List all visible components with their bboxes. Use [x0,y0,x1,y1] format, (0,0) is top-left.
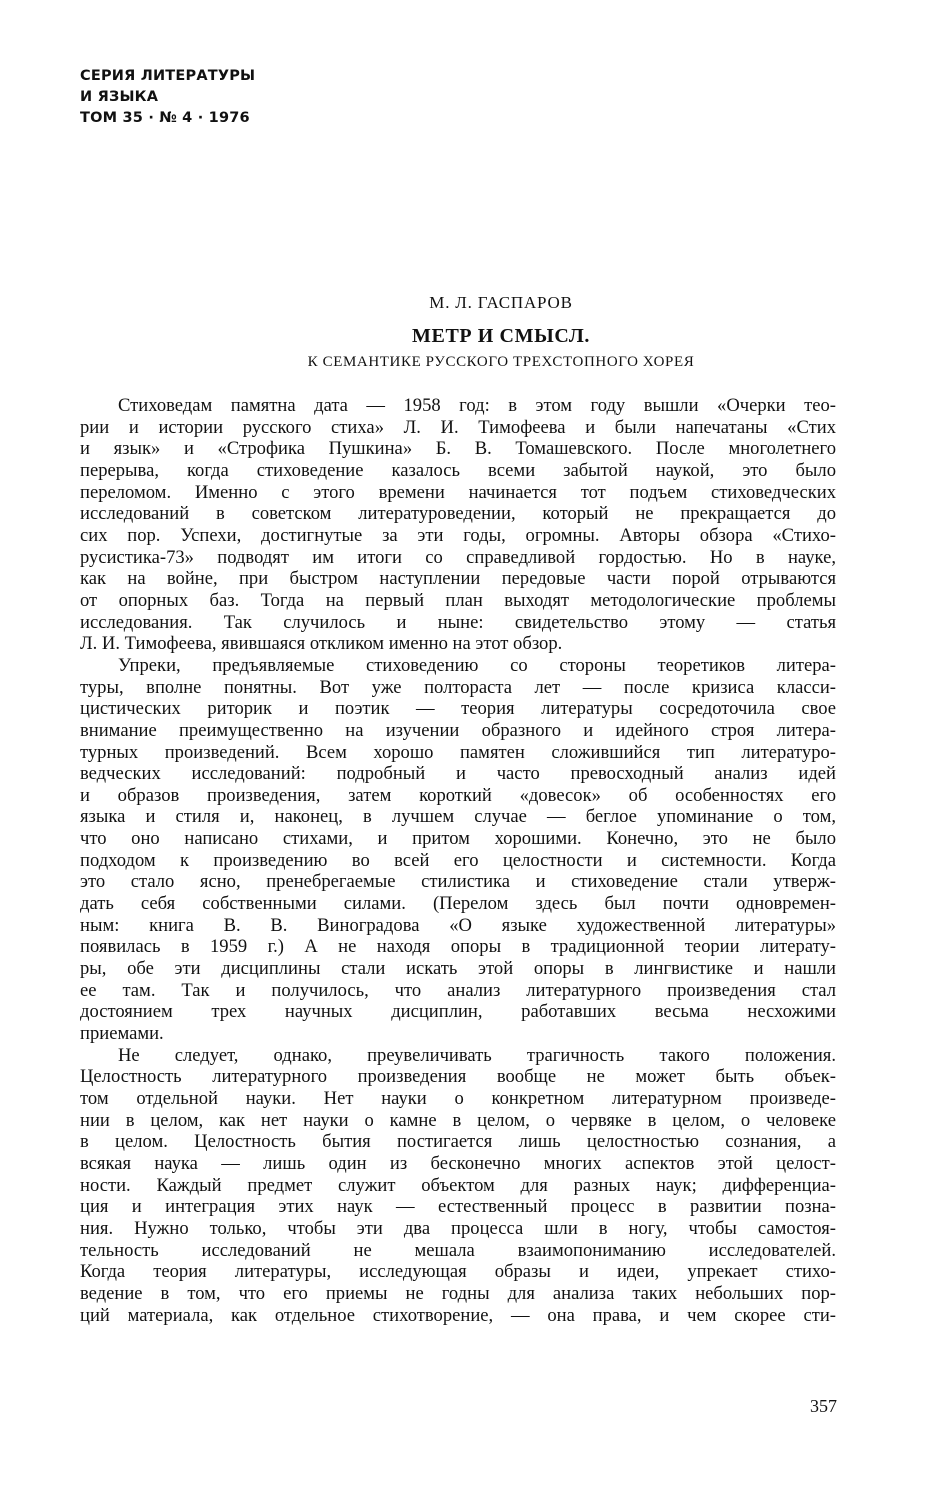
paragraph [80,395,836,655]
text-line: и образов произведения, затем короткий «довесок» об особенностях его [80,784,836,806]
text-line: подходом к произведению во всей его целостности и системности. Когда [80,849,836,871]
journal-series-header [80,66,255,129]
text-line: ности. Каждый предмет служит объектом для разных наук; дифференциа- [80,1174,836,1196]
text-line: Когда теория литературы, исследующая образы и идеи, упрекает стихо- [80,1261,836,1283]
text-line: нии в целом, как нет науки о камне в целом, о червяке в целом, о человеке [80,1109,836,1131]
article-author: М. Л. ГАСПАРОВ [429,293,573,312]
paragraph [80,655,836,1045]
text-line: ным: книга В. В. Виноградова «О языке художественной литературы» [80,914,836,936]
text-line: достоянием трех научных дисциплин, работавших весьма несхожими [80,1001,836,1023]
text-line: языка и стиля и, наконец, в лучшем случае — беглое упоминание о том, [80,806,836,828]
text-line: ведческих исследований: подробный и часто превосходный анализ идей [80,763,836,785]
text-line: ведение в том, что его приемы не годны для анализа таких небольших пор- [80,1282,836,1304]
text-line: том отдельной науки. Нет науки о конкретном литературном произведе- [80,1088,836,1109]
text-line: переломом. Именно с этого времени начинается тот подъем стиховедческих [80,481,836,503]
text-line: ция и интеграция этих наук — естественный процесс в развитии позна- [80,1196,836,1218]
text-line: Целостность литературного произведения вообще не может быть объек- [80,1066,836,1088]
text-line: Л. И. Тимофеева, явившаяся откликом именно на этот обзор. [80,633,563,655]
text-line: появилась в 1959 г.) А не находя опоры в традиционной теории литерату- [80,936,836,958]
text-line: перерыва, когда стиховедение казалось всеми забытой наукой, это было [80,459,836,481]
text-line: ее там. Так и получилось, что анализ литературного произведения стал [80,979,836,1001]
text-line: от опорных баз. Тогда на первый план выходят методологические проблемы [80,589,836,611]
text-line: Упреки, предъявляемые стиховедению со стороны теоретиков литера- [118,654,836,676]
text-line: в целом. Целостность бытия постигается лишь целостностью сознания, а [80,1131,836,1153]
text-line: внимание преимущественно на изучении образного и идейного строя литера- [80,719,836,741]
text-line: и язык» и «Строфика Пушкина» Б. В. Томашевского. После многолетнего [80,438,836,460]
text-line: дать себя собственными силами. (Перелом здесь был почти одновремен- [80,893,836,915]
text-line: туры, вполне понятны. Вот уже полтораста лет — после кризиса класси- [80,676,836,698]
text-line: цистических риторик и поэтик — теория литературы сосредоточила свое [80,698,836,720]
text-line: исследования. Так случилось и ныне: свидетельство этому — статья [80,611,836,633]
text-line: как на войне, при быстром наступлении передовые части порой отрываются [80,568,836,590]
text-line: сих пор. Успехи, достигнутые за эти годы, огромны. Авторы обзора «Стихо- [80,524,836,546]
text-line: ций материала, как отдельное стихотворение, — она права, и чем скорее сти- [80,1304,836,1326]
text-line: Не следует, однако, преувеличивать трагичность такого положения. [118,1044,836,1066]
text-line: исследований в советском литературоведении, который не прекращается до [80,503,836,525]
article-title: МЕТР И СМЫСЛ. [412,325,590,347]
text-line: турных произведений. Всем хорошо памятен сложившийся тип литературо- [80,741,836,763]
text-line: тельность исследований не мешала взаимопониманию исследователей. [80,1239,836,1261]
text-line: русистика-73» подводят им итоги со справедливой гордостью. Но в науке, [80,546,836,568]
article-body [80,395,836,1326]
text-line: это стало ясно, пренебрегаемые стилистика и стиховедение стали утверж- [80,871,836,893]
text-line: рии и истории русского стиха» Л. И. Тимофеева и были напечатаны «Стих [80,416,836,438]
paragraph [80,1045,836,1327]
text-line: ния. Нужно только, чтобы эти два процесса шли в ногу, чтобы самостоя- [80,1217,836,1239]
text-line: приемами. [80,1023,164,1045]
text-line: что оно написано стихами, и притом хорошими. Конечно, это не было [80,828,836,850]
text-line: Стиховедам памятна дата — 1958 год: в этом году вышли «Очерки тео- [118,395,836,416]
text-line: ры, обе эти дисциплины стали искать этой опоры в лингвистике и нашли [80,958,836,980]
page-number: 357 [810,1396,837,1416]
volume-line: ТОМ 35 · № 4 · 1976 [80,110,250,126]
article-heading [80,292,852,372]
text-line: всякая наука — лишь один из бесконечно многих аспектов этой целост- [80,1152,836,1174]
series-line-2: И ЯЗЫКА [80,89,159,105]
article-subtitle: К СЕМАНТИКЕ РУССКОГО ТРЕХСТОПНОГО ХОРЕЯ [307,354,695,370]
series-line-1: СЕРИЯ ЛИТЕРАТУРЫ [80,68,256,84]
